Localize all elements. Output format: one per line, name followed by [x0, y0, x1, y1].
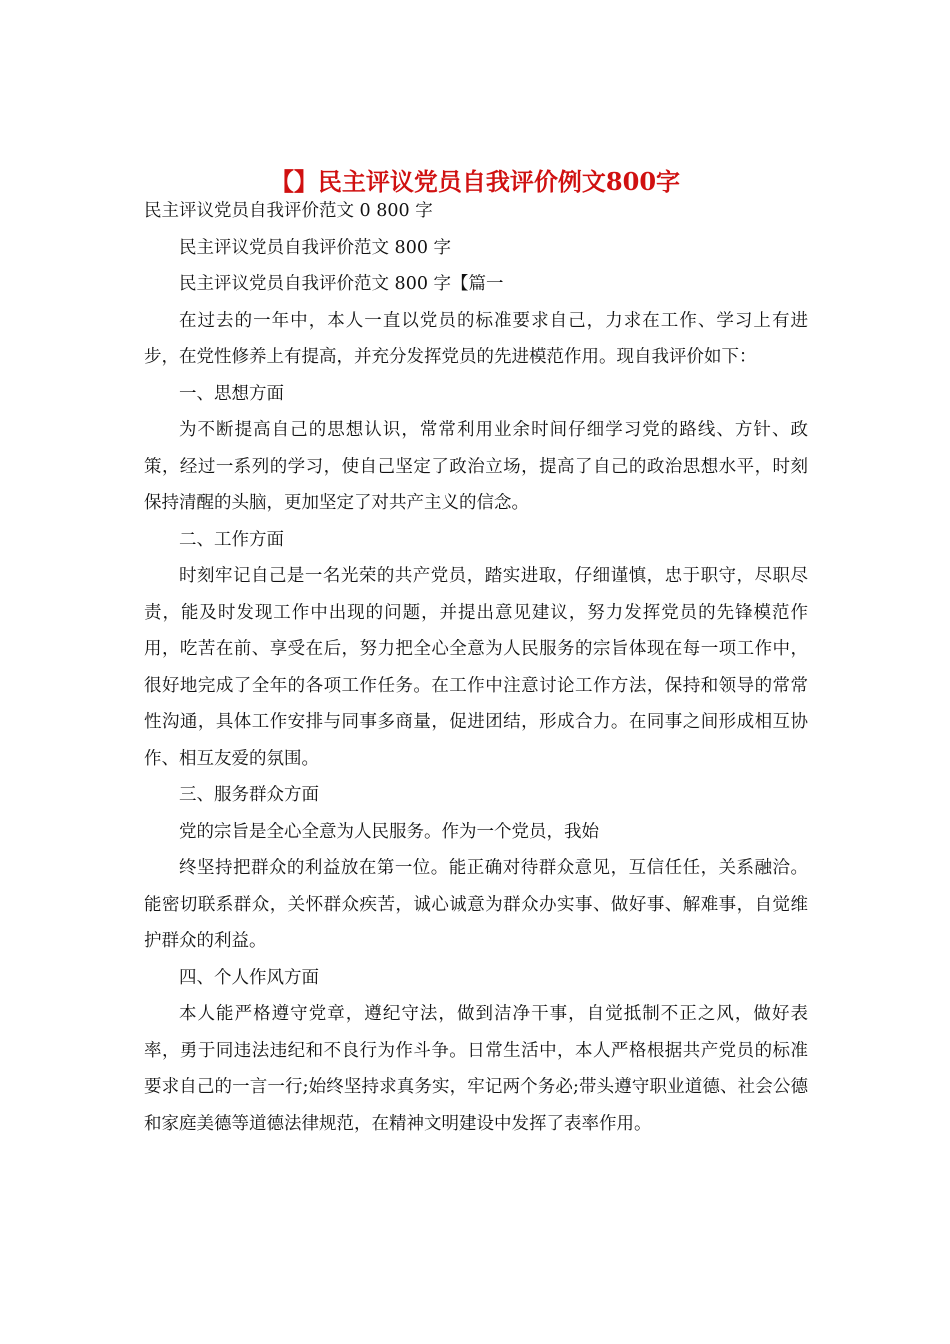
document-title: 【】民主评议党员自我评价例文800字 [269, 167, 681, 197]
section-heading: 二、工作方面 [179, 529, 284, 550]
body-paragraph: 时刻牢记自己是一名光荣的共产党员，踏实进取，仔细谨慎，忠于职守，尽职尽责，能及时发现工作中出现的问题，并提出意见建议，努力发挥党员的先锋模范作用，吃苦在前、享受在后，努力把全心全意为人民服务的宗旨体现在每一项工作中，很好地完成了全年的各项工作任务。在工作中注意讨论工作方法，保持和领导的常常性沟通，具体工作安排与同事多商量，促进团结，形成合力。在同事之间形成相互协作、相互友爱的氛围。 [144, 566, 808, 769]
body-paragraph: 党的宗旨是全心全意为人民服务。作为一个党员，我始 [179, 821, 599, 842]
subtitle-line: 民主评议党员自我评价范文 800 字【篇一 [179, 274, 504, 294]
section-heading: 三、服务群众方面 [179, 785, 319, 805]
body-paragraph: 本人能严格遵守党章，遵纪守法，做到洁净干事，自觉抵制不正之风，做好表率，勇于同违法违纪和不良行为作斗争。日常生活中，本人严格根据共产党员的标准要求自己的一言一行;始终坚持求真务实，牢记两个务必;带头遵守职业道德、社会公德和家庭美德等道德法律规范，在精神文明建设中发挥了表率作用。 [144, 1004, 808, 1134]
intro-paragraph: 在过去的一年中，本人一直以党员的标准要求自己，力求在工作、学习上有进步，在党性修养上有提高，并充分发挥党员的先进模范作用。现自我评价如下： [144, 310, 808, 367]
section-heading: 一、思想方面 [179, 383, 284, 404]
body-paragraph: 为不断提高自己的思想认识，常常利用业余时间仔细学习党的路线、方针、政策，经过一系列的学习，使自己坚定了政治立场，提高了自己的政治思想水平，时刻保持清醒的头脑，更加坚定了对共产主义的信念。 [144, 420, 808, 513]
subtitle-line: 民主评议党员自我评价范文 0 800 字 [144, 201, 433, 221]
section-heading: 四、个人作风方面 [179, 967, 319, 988]
document-body [144, 193, 808, 1142]
body-paragraph: 终坚持把群众的利益放在第一位。能正确对待群众意见，互信任任，关系融洽。能密切联系群众，关怀群众疾苦，诚心诚意为群众办实事、做好事、解难事，自觉维护群众的利益。 [144, 858, 808, 951]
subtitle-line: 民主评议党员自我评价范文 800 字 [179, 237, 452, 258]
